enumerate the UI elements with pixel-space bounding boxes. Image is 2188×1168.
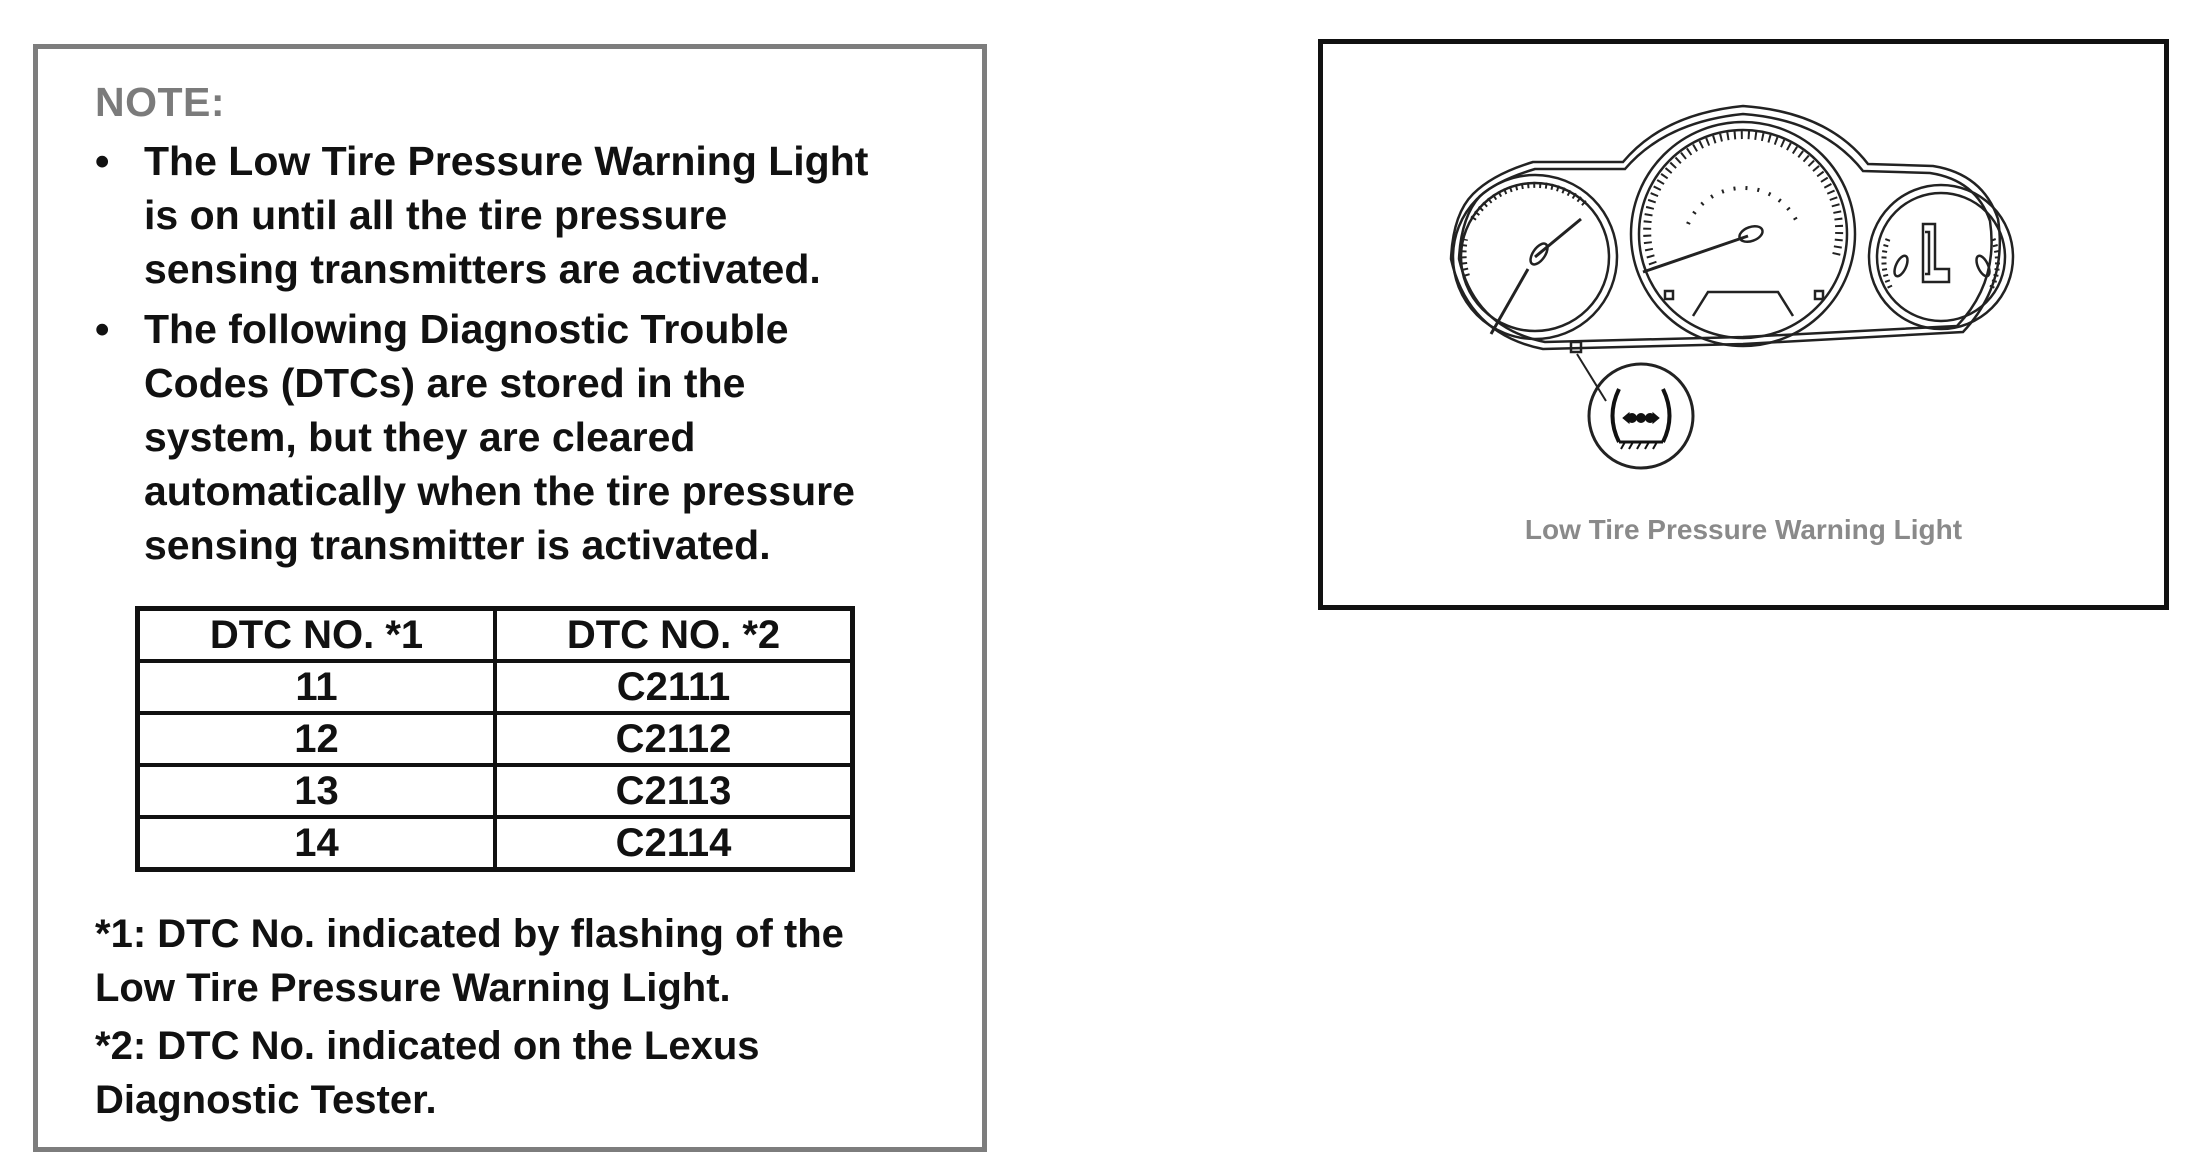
cluster-housing — [1451, 106, 2000, 349]
note-bullet — [38, 134, 982, 296]
bullet-line: automatically when the tire pressure — [144, 468, 855, 514]
bullet-line: system, but they are cleared — [144, 414, 696, 460]
table-cell: C2112 — [495, 713, 853, 765]
note-box — [33, 44, 987, 1152]
footnote-line: *1: DTC No. indicated by flashing of the — [95, 912, 844, 956]
note-heading: NOTE: — [95, 79, 226, 125]
table-row — [138, 661, 853, 713]
footnotes — [95, 907, 975, 1131]
footnote-line: Diagnostic Tester. — [95, 1078, 437, 1122]
bullet-line: sensing transmitters are activated. — [144, 246, 821, 292]
footnote-line: Low Tire Pressure Warning Light. — [95, 966, 731, 1010]
table-row — [138, 817, 853, 870]
table-cell: 13 — [138, 765, 496, 817]
bullet-line: is on until all the tire pressure — [144, 192, 728, 238]
bullet-line: The following Diagnostic Trouble — [144, 306, 789, 352]
dtc-table — [135, 606, 855, 872]
table-cell: 11 — [138, 661, 496, 713]
table-header-cell: DTC NO. *2 — [495, 609, 853, 662]
tire-pressure-warning-icon — [1613, 389, 1670, 449]
table-row — [138, 765, 853, 817]
bullet-line: The Low Tire Pressure Warning Light — [144, 138, 869, 184]
bullet-dot: • — [95, 138, 110, 184]
table-header-row — [138, 609, 853, 662]
bullet-line: Codes (DTCs) are stored in the — [144, 360, 746, 406]
bullet-dot: • — [95, 306, 110, 352]
note-bullets — [38, 134, 982, 578]
note-bullet — [38, 302, 982, 572]
table-cell: C2114 — [495, 817, 853, 870]
table-cell: 14 — [138, 817, 496, 870]
footnote-line: *2: DTC No. indicated on the Lexus — [95, 1024, 760, 1068]
table-cell: C2113 — [495, 765, 853, 817]
table-cell: C2111 — [495, 661, 853, 713]
instrument-cluster-illustration — [1318, 39, 2169, 610]
footnote — [95, 907, 975, 1015]
center-gauge — [1631, 122, 1855, 346]
footnote — [95, 1019, 975, 1127]
table-header-cell: DTC NO. *1 — [138, 609, 496, 662]
illustration-caption: Low Tire Pressure Warning Light — [1524, 514, 1963, 545]
table-cell: 12 — [138, 713, 496, 765]
table-row — [138, 713, 853, 765]
bullet-line: sensing transmitter is activated. — [144, 522, 771, 568]
